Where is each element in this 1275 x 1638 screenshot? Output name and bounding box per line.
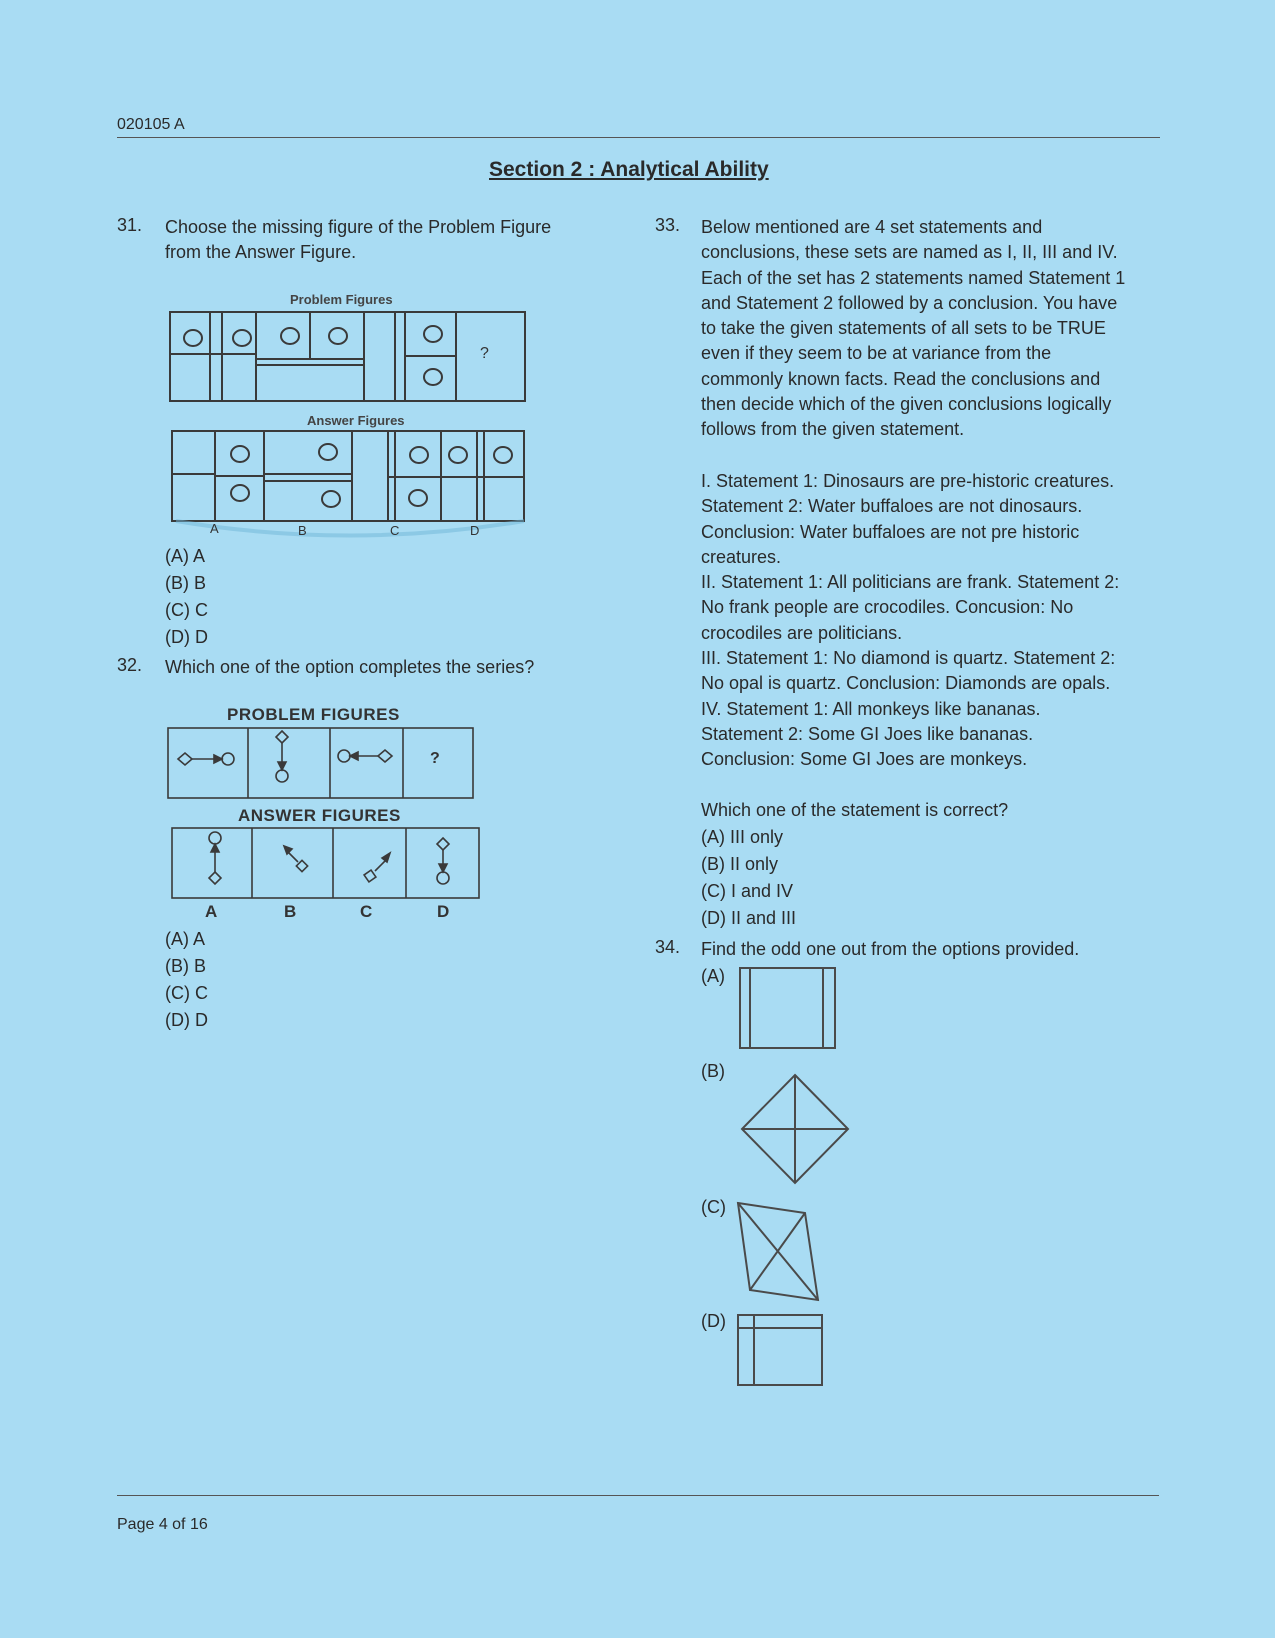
question-text: Which one of the option completes the series? bbox=[165, 657, 535, 677]
answer-letter-a: A bbox=[205, 902, 218, 921]
figure-d bbox=[738, 1315, 822, 1385]
intro-line: conclusions, these sets are named as I, II, III and IV. bbox=[701, 242, 1118, 263]
figure-b bbox=[742, 1075, 848, 1183]
option-b[interactable]: (B) bbox=[701, 1061, 725, 1081]
footer-rule bbox=[117, 1495, 1159, 1496]
answer-letter-a: A bbox=[210, 521, 219, 536]
question-number: 31. bbox=[117, 215, 143, 235]
option-d[interactable]: (D) II and III bbox=[701, 908, 797, 928]
option-a[interactable]: (A) A bbox=[165, 546, 206, 566]
figure-c bbox=[738, 1203, 818, 1300]
set-line: Statement 2: Water buffaloes are not dinosaurs. bbox=[701, 496, 1083, 517]
intro-line: Below mentioned are 4 set statements and bbox=[701, 217, 1043, 237]
option-c[interactable]: (C) I and IV bbox=[701, 881, 794, 901]
question-text: Choose the missing figure of the Problem Figure bbox=[165, 217, 552, 237]
set-line: creatures. bbox=[701, 546, 782, 567]
set-line: I. Statement 1: Dinosaurs are pre-historic creatures. bbox=[701, 471, 1115, 491]
set-line: Statement 2: Some GI Joes like bananas. bbox=[701, 723, 1034, 744]
question-prompt: Which one of the statement is correct? bbox=[701, 800, 1009, 820]
set-line: crocodiles are politicians. bbox=[701, 622, 903, 643]
intro-line: commonly known facts. Read the conclusions and bbox=[701, 368, 1101, 389]
option-d[interactable]: (D) D bbox=[165, 627, 208, 647]
option-c[interactable]: (C) bbox=[701, 1197, 726, 1217]
option-b[interactable]: (B) B bbox=[165, 573, 207, 593]
option-a[interactable]: (A) III only bbox=[701, 827, 784, 847]
intro-line: even if they seem to be at variance from the bbox=[701, 343, 1052, 364]
set-line: Conclusion: Water buffaloes are not pre historic bbox=[701, 521, 1080, 542]
page-number: Page 4 of 16 bbox=[117, 1516, 208, 1533]
intro-line: then decide which of the given conclusions logically bbox=[701, 394, 1112, 415]
section-title: Section 2 : Analytical Ability bbox=[489, 158, 769, 181]
question-number: 34. bbox=[655, 937, 681, 957]
answer-figures-label: ANSWER FIGURES bbox=[238, 806, 401, 825]
question-text: Find the odd one out from the options provided. bbox=[701, 939, 1080, 959]
option-b[interactable]: (B) II only bbox=[701, 854, 779, 874]
option-a[interactable]: (A) A bbox=[165, 929, 206, 949]
missing-figure-mark: ? bbox=[430, 750, 440, 767]
question-number: 32. bbox=[117, 655, 143, 675]
problem-figures-label: Problem Figures bbox=[290, 292, 393, 307]
option-d[interactable]: (D) D bbox=[165, 1010, 208, 1030]
intro-line: follows from the given statement. bbox=[701, 419, 965, 440]
set-line: Conclusion: Some GI Joes are monkeys. bbox=[701, 749, 1028, 770]
set-line: No opal is quartz. Conclusion: Diamonds are opals. bbox=[701, 673, 1111, 694]
option-a[interactable]: (A) bbox=[701, 966, 725, 986]
answer-letter-b: B bbox=[284, 902, 297, 921]
intro-line: to take the given statements of all sets to be TRUE bbox=[701, 318, 1106, 339]
intro-line: and Statement 2 followed by a conclusion. You have bbox=[701, 292, 1118, 313]
figure-a bbox=[740, 968, 835, 1048]
missing-figure-mark: ? bbox=[480, 345, 489, 362]
option-c[interactable]: (C) C bbox=[165, 600, 208, 620]
option-c[interactable]: (C) C bbox=[165, 983, 208, 1003]
set-line: II. Statement 1: All politicians are frank. Statement 2: bbox=[701, 572, 1120, 593]
answer-letter-d: D bbox=[470, 523, 480, 538]
question-text: from the Answer Figure. bbox=[165, 242, 357, 262]
problem-figures-label: PROBLEM FIGURES bbox=[227, 705, 400, 724]
question-number: 33. bbox=[655, 215, 681, 235]
set-line: No frank people are crocodiles. Concusion: No bbox=[701, 597, 1074, 618]
answer-letter-d: D bbox=[437, 902, 450, 921]
answer-letter-b: B bbox=[298, 523, 307, 538]
answer-letter-c: C bbox=[390, 523, 400, 538]
intro-line: Each of the set has 2 statements named Statement 1 bbox=[701, 267, 1126, 288]
option-b[interactable]: (B) B bbox=[165, 956, 207, 976]
option-d[interactable]: (D) bbox=[701, 1311, 726, 1331]
answer-letter-c: C bbox=[360, 902, 373, 921]
answer-figures-label: Answer Figures bbox=[307, 413, 405, 428]
document-code: 020105 A bbox=[117, 116, 185, 133]
set-line: IV. Statement 1: All monkeys like bananas. bbox=[701, 698, 1041, 719]
set-line: III. Statement 1: No diamond is quartz. Statement 2: bbox=[701, 648, 1116, 669]
